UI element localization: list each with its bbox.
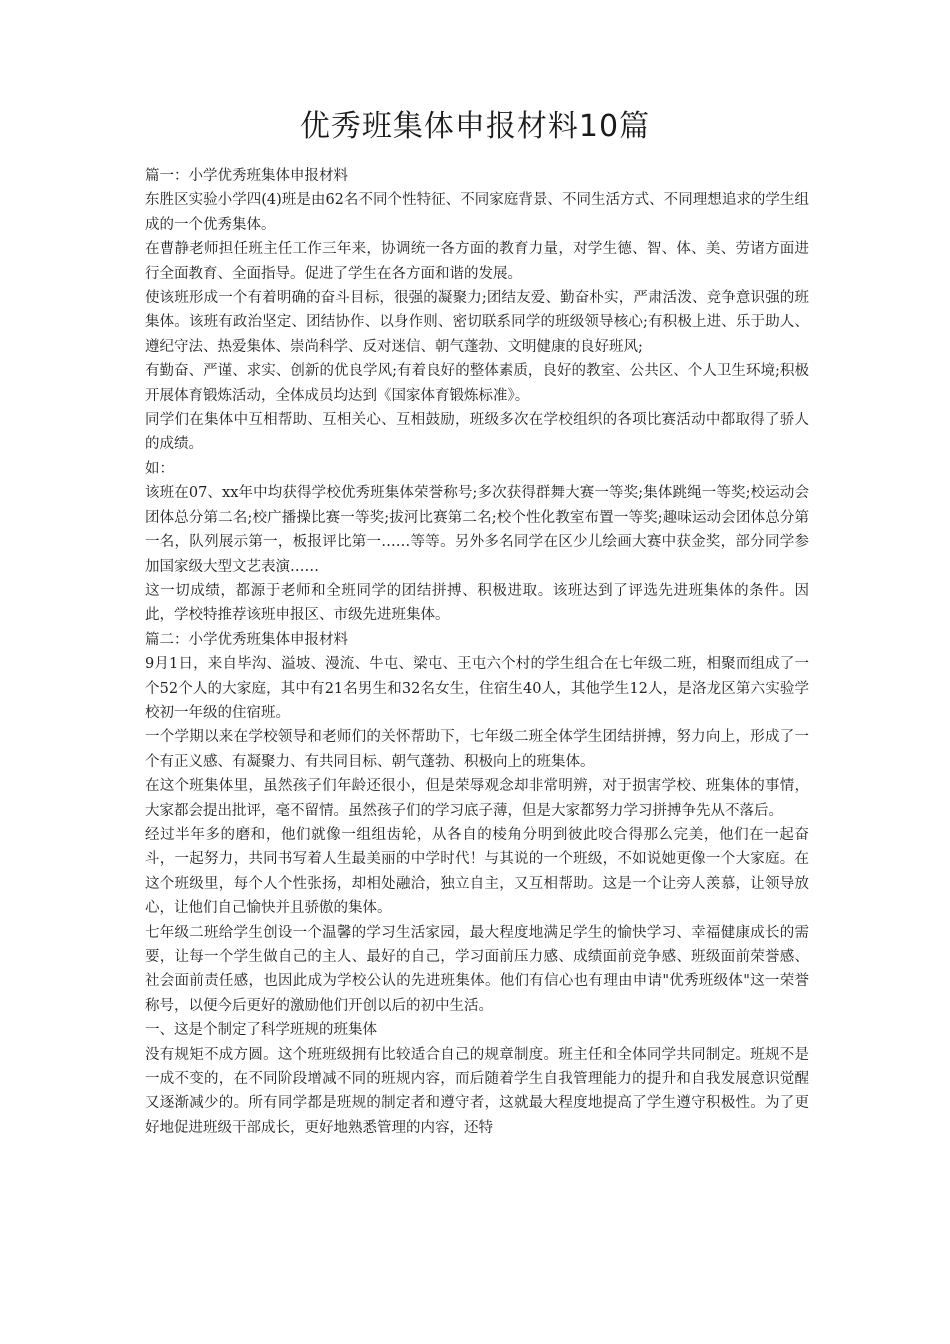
- document-body: [145, 164, 809, 1140]
- paragraph-13: 在这个班集体里，虽然孩子们年龄还很小，但是荣辱观念却非常明辨，对于损害学校、班集体的事情，大家都会提出批评，毫不留情。虽然孩子们的学习底子薄，但是大家都努力学习拼搏争先从不落后。: [145, 778, 809, 819]
- paragraph-7: 如：: [145, 460, 174, 477]
- paragraph-16: 一、这是个制定了科学班规的班集体: [145, 1022, 377, 1039]
- paragraph-11: 9月1日，来自毕沟、溢坡、漫流、牛屯、梁屯、王屯六个村的学生组合在七年级二班，相聚而组成了一个52个人的大家庭，其中有21名男生和32名女生，住宿生40人，其他学生12人，是洛龙区第六实验学校初一年级的住宿班。: [145, 656, 809, 721]
- paragraph-17: 没有规矩不成方圆。这个班班级拥有比较适合自己的规章制度。班主任和全体同学共同制定。班规不是一成不变的，在不同阶段增减不同的班规内容，而后随着学生自我管理能力的提升和自我发展意识觉醒又逐渐减少的。所有同学都是班规的制定者和遵守者，这就最大程度地提高了学生遵守积极性。为了更好地促进班级干部成长，更好地熟悉管理的内容，还特: [145, 1046, 809, 1136]
- paragraph-15: 七年级二班给学生创设一个温馨的学习生活家园，最大程度地满足学生的愉快学习、幸福健康成长的需要，让每一个学生做自己的主人、最好的自己，学习面前压力感、成绩面前竞争感、班级面前荣誉感、社会面前责任感，也因此成为学校公认的先进班集体。他们有信心也有理由申请"优秀班级体"这一荣誉称号，以便今后更好的激励他们开创以后的初中生活。: [145, 924, 809, 1014]
- paragraph-1: 篇一：小学优秀班集体申报材料: [145, 168, 348, 184]
- paragraph-9: 这一切成绩，都源于老师和全班同学的团结拼搏、积极进取。该班达到了评选先进班集体的条件。因此，学校特推荐该班申报区、市级先进班集体。: [145, 582, 809, 624]
- paragraph-3: 在曹静老师担任班主任工作三年来，协调统一各方面的教育力量，对学生德、智、体、美、劳诸方面进行全面教育、全面指导。促进了学生在各方面和谐的发展。: [145, 241, 809, 282]
- paragraph-14: 经过半年多的磨和，他们就像一组组齿轮，从各自的棱角分明到彼此咬合得那么完美，他们在一起奋斗，一起努力，共同书写着人生最美丽的中学时代！与其说的一个班级，不如说她更像一个大家庭。在这个班级里，每个人个性张扬，却相处融洽，独立自主，又互相帮助。这是一个让旁人羡慕，让领导放心，让他们自己愉快并且骄傲的集体。: [145, 826, 809, 917]
- paragraph-2: 东胜区实验小学四(4)班是由62名不同个性特征、不同家庭背景、不同生活方式、不同理想追求的学生组成的一个优秀集体。: [145, 192, 809, 233]
- document-title: 优秀班集体申报材料10篇: [299, 109, 651, 144]
- paragraph-8: 该班在07、xx年中均获得学校优秀班集体荣誉称号;多次获得群舞大赛一等奖;集体跳绳一等奖;校运动会团体总分第二名;校广播操比赛一等奖;拔河比赛第二名;校个性化教室布置一等奖;趣味运动会团体总分第一名，队列展示第一，板报评比第一……等等。另外多名同学在区少儿绘画大赛中获金奖，部分同学参加国家级大型文艺表演……: [145, 485, 809, 575]
- paragraph-10: 篇二：小学优秀班集体申报材料: [145, 631, 348, 648]
- paragraph-6: 同学们在集体中互相帮助、互相关心、互相鼓励，班级多次在学校组织的各项比赛活动中都取得了骄人的成绩。: [145, 412, 809, 453]
- paragraph-5: 有勤奋、严谨、求实、创新的优良学风;有着良好的整体素质，良好的教室、公共区、个人卫生环境;积极开展体育锻炼活动，全体成员均达到《国家体育锻炼标准》。: [145, 363, 809, 404]
- paragraph-4: 使该班形成一个有着明确的奋斗目标，很强的凝聚力;团结友爱、勤奋朴实，严肃活泼、竞争意识强的班集体。该班有政治坚定、团结协作、以身作则、密切联系同学的班级领导核心;有积极上进、乐于助人、遵纪守法、热爱集体、崇尚科学、反对迷信、朝气蓬勃、文明健康的良好班风;: [145, 290, 809, 355]
- paragraph-12: 一个学期以来在学校领导和老师们的关怀帮助下，七年级二班全体学生团结拼搏，努力向上，形成了一个有正义感、有凝聚力、有共同目标、朝气蓬勃、积极向上的班集体。: [145, 729, 809, 770]
